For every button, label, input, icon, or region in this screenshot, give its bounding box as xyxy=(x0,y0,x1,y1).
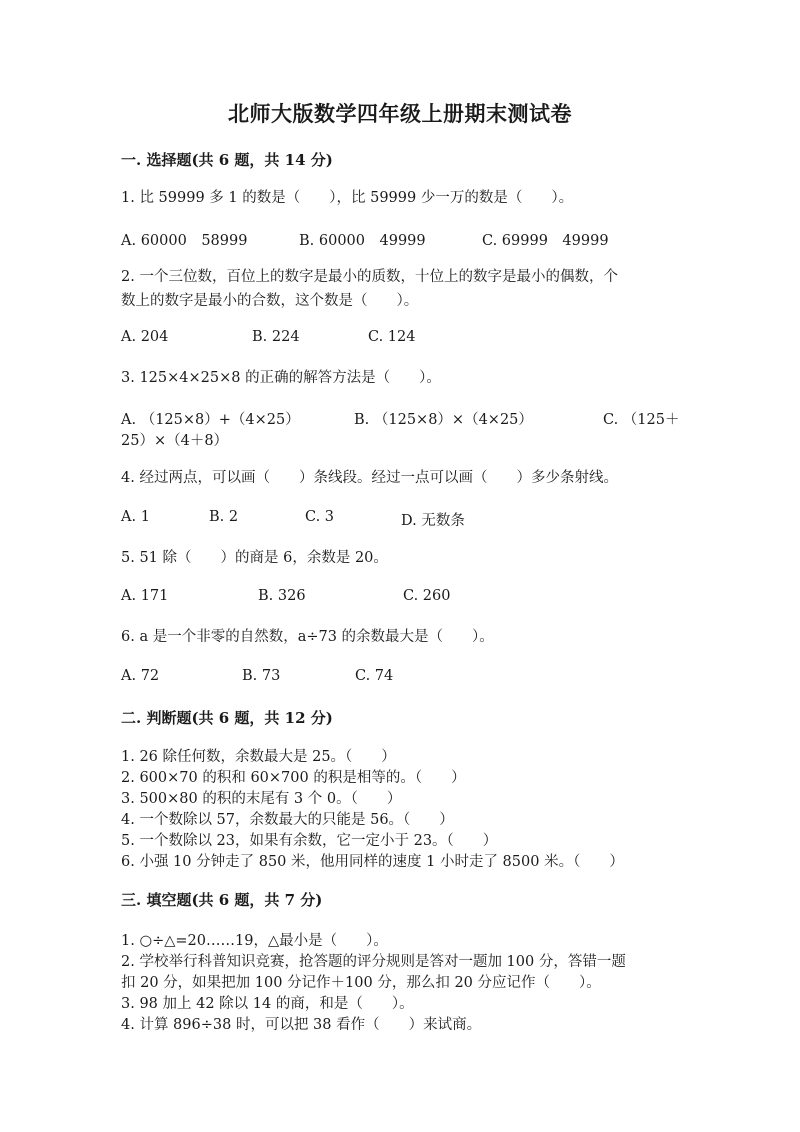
judgement-item: 4. 一个数除以 57，余数最大的只能是 56。（ ） xyxy=(121,812,454,828)
option: C. （125＋ xyxy=(603,412,680,428)
judgement-item: 6. 小强 10 分钟走了 850 米，他用同样的速度 1 小时走了 8500 米。（ ） xyxy=(121,854,624,870)
option: B. 326 xyxy=(258,588,306,604)
options-1-6 xyxy=(121,668,721,688)
question-1-5: 5. 51 除（ ）的商是 6，余数是 20。 xyxy=(121,550,388,566)
judgement-item: 5. 一个数除以 23，如果有余数，它一定小于 23。（ ） xyxy=(121,833,498,849)
judgement-item: 3. 500×80 的积的末尾有 3 个 0。（ ） xyxy=(121,791,402,807)
option: B. 60000 49999 xyxy=(299,233,426,249)
options-1-3 xyxy=(121,408,721,428)
page-title: 北师大版数学四年级上册期末测试卷 xyxy=(228,101,572,126)
question-1-1: 1. 比 59999 多 1 的数是（ ），比 59999 少一万的数是（ ）。 xyxy=(121,190,574,206)
fill-item: 1. ○÷△=20……19，△最小是（ ）。 xyxy=(121,933,388,949)
option: A. （125×8）+（4×25） xyxy=(121,412,300,428)
option: C. 260 xyxy=(403,588,451,604)
option: D. 无数条 xyxy=(401,513,465,529)
option: A. 204 xyxy=(121,329,169,345)
question-1-3: 3. 125×4×25×8 的正确的解答方法是（ ）。 xyxy=(121,370,441,386)
question-1-2-line1: 2. 一个三位数，百位上的数字是最小的质数，十位上的数字是最小的偶数，个 xyxy=(121,269,618,285)
option: A. 60000 58999 xyxy=(121,233,248,249)
fill-item: 3. 98 加上 42 除以 14 的商，和是（ ）。 xyxy=(121,996,414,1012)
question-1-4: 4. 经过两点，可以画（ ）条线段。经过一点可以画（ ）多少条射线。 xyxy=(121,470,618,486)
option: A. 171 xyxy=(121,588,169,604)
section-heading-choice: 一. 选择题(共 6 题，共 14 分) xyxy=(121,151,333,169)
option: A. 1 xyxy=(121,509,150,525)
section-heading-judgement: 二. 判断题(共 6 题，共 12 分) xyxy=(121,709,333,727)
options-1-4 xyxy=(121,509,721,529)
option: B. （125×8）×（4×25） xyxy=(354,412,533,428)
option: C. 124 xyxy=(368,329,416,345)
fill-item-continuation: 扣 20 分，如果把加 100 分记作＋100 分，那么扣 20 分应记作（ ）。 xyxy=(121,975,601,991)
question-1-6: 6. a 是一个非零的自然数，a÷73 的余数最大是（ ）。 xyxy=(121,629,494,645)
option: A. 72 xyxy=(121,668,160,684)
section-heading-fill: 三. 填空题(共 6 题，共 7 分) xyxy=(121,891,323,909)
options-1-1 xyxy=(121,229,721,249)
judgement-item: 2. 600×70 的积和 60×700 的积是相等的。（ ） xyxy=(121,770,466,786)
options-1-2 xyxy=(121,329,721,349)
option: B. 2 xyxy=(209,509,239,525)
fill-item: 2. 学校举行科普知识竞赛，抢答题的评分规则是答对一题加 100 分，答错一题 xyxy=(121,954,626,970)
option: C. 74 xyxy=(355,668,394,684)
judgement-item: 1. 26 除任何数，余数最大是 25。（ ） xyxy=(121,749,396,765)
question-1-2-line2: 数上的数字是最小的合数，这个数是（ ）。 xyxy=(121,293,419,309)
option: C. 3 xyxy=(305,509,335,525)
option: B. 73 xyxy=(242,668,281,684)
option-continuation: 25）×（4＋8） xyxy=(121,433,229,449)
fill-item: 4. 计算 896÷38 时，可以把 38 看作（ ）来试商。 xyxy=(121,1017,482,1033)
option: C. 69999 49999 xyxy=(482,233,609,249)
options-1-5 xyxy=(121,588,721,608)
option: B. 224 xyxy=(252,329,300,345)
